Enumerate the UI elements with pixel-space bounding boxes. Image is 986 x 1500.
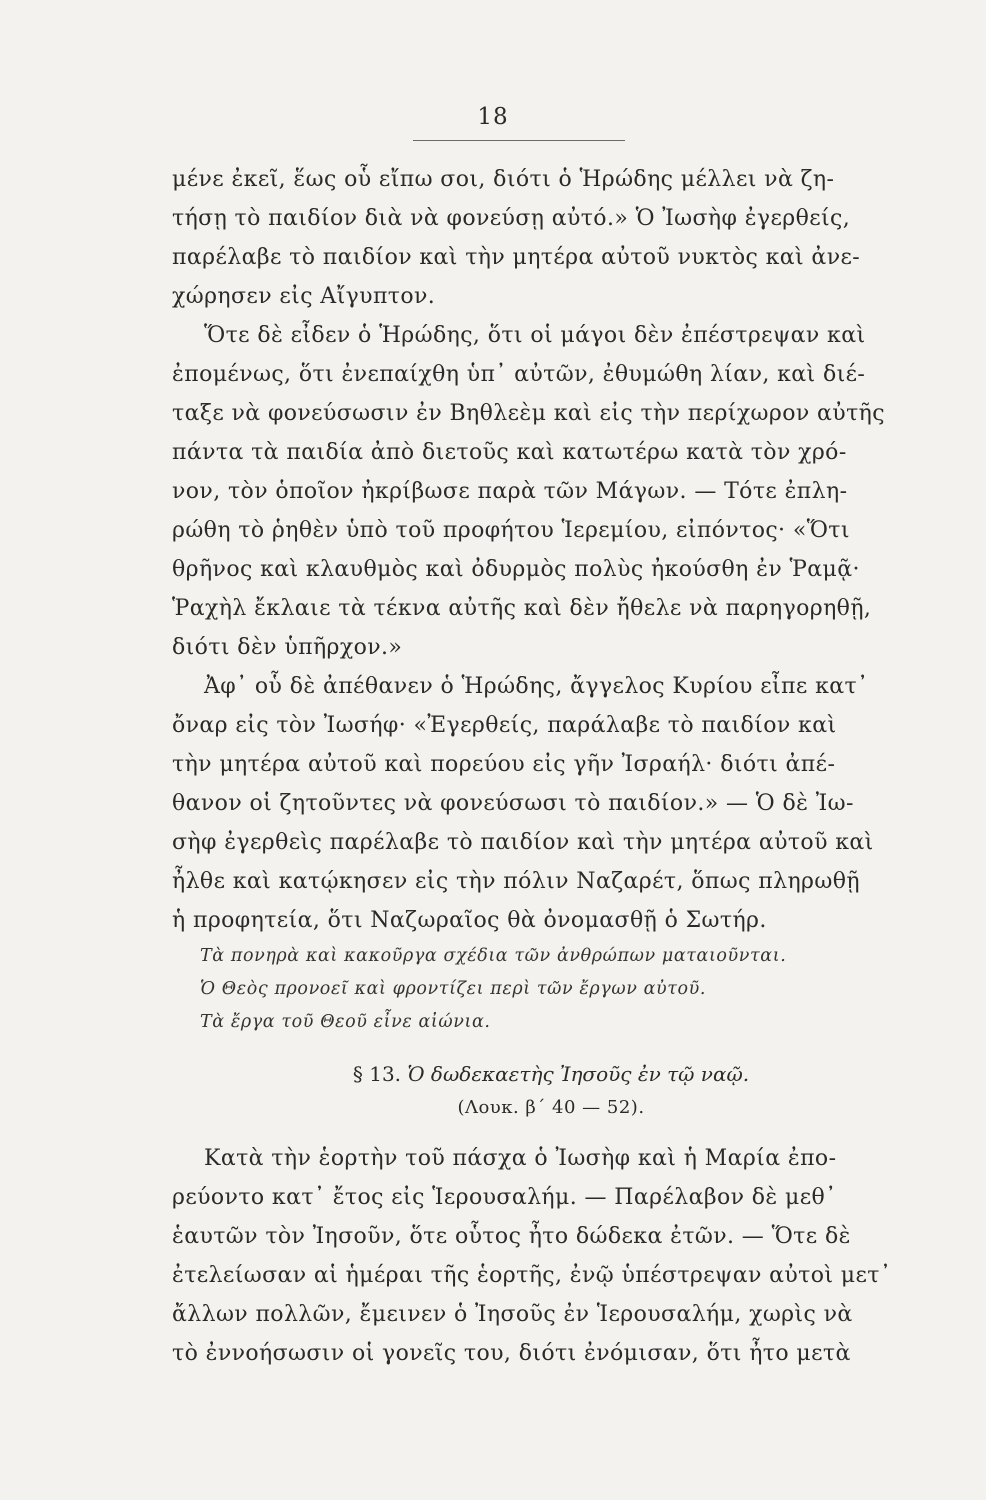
- text-line: ρεύοντο κατ᾽ ἔτος εἰς Ἱερουσαλήμ. — Παρέλαβον δὲ μεθ᾽: [172, 1185, 837, 1210]
- verse-line: Ὁ Θεὸς προνοεῖ καὶ φροντίζει περὶ τῶν ἔργων αὐτοῦ.: [200, 979, 707, 999]
- text-line: ταξε νὰ φονεύσωσιν ἐν Βηθλεὲμ καὶ εἰς τὴν περίχωρον αὐτῆς: [172, 401, 885, 426]
- paragraph-1: [172, 160, 930, 316]
- section-reference: (Λουκ. β´ 40 — 52).: [457, 1097, 645, 1118]
- text-line: ἄλλων πολλῶν, ἔμεινεν ὁ Ἰησοῦς ἐν Ἱερουσαλήμ, χωρὶς νὰ: [172, 1302, 853, 1327]
- section-heading: [172, 1057, 930, 1091]
- text-line: ἡ προφητεία, ὅτι Ναζωραῖος θὰ ὀνομασθῇ ὁ Σωτήρ.: [172, 908, 767, 933]
- text-line: Ἀφ᾽ οὗ δὲ ἀπέθανεν ὁ Ἡρώδης, ἄγγελος Κυρίου εἶπε κατ᾽: [204, 674, 869, 699]
- moral-verses: [172, 940, 930, 1039]
- text-line: νον, τὸν ὁποῖον ἠκρίβωσε παρὰ τῶν Μάγων. — Τότε ἐπλη-: [172, 479, 848, 504]
- text-line: ὄναρ εἰς τὸν Ἰωσήφ· «Ἐγερθείς, παράλαβε τὸ παιδίον καὶ: [172, 713, 837, 738]
- verse-line: Τὰ ἔργα τοῦ Θεοῦ εἶνε αἰώνια.: [200, 1012, 491, 1032]
- text-line: τὸ ἐννοήσωσιν οἱ γονεῖς του, διότι ἐνόμισαν, ὅτι ἦτο μετὰ: [172, 1341, 851, 1366]
- section-number: § 13.: [352, 1062, 402, 1086]
- text-line: ἐπομένως, ὅτι ἐνεπαίχθη ὑπ᾽ αὐτῶν, ἐθυμώθη λίαν, καὶ διέ-: [172, 362, 866, 387]
- text-line: πάντα τὰ παιδία ἀπὸ διετοῦς καὶ κατωτέρω κατὰ τὸν χρό-: [172, 440, 847, 465]
- text-line: παρέλαβε τὸ παιδίον καὶ τὴν μητέρα αὐτοῦ νυκτὸς καὶ ἀνε-: [172, 245, 861, 270]
- text-line: Ὅτε δὲ εἶδεν ὁ Ἡρώδης, ὅτι οἱ μάγοι δὲν ἐπέστρεψαν καὶ: [204, 323, 866, 348]
- header-rule: [413, 140, 625, 141]
- text-line: τὴν μητέρα αὐτοῦ καὶ πορεύου εἰς γῆν Ἰσραήλ· διότι ἀπέ-: [172, 752, 836, 777]
- paragraph-4: [172, 1139, 930, 1373]
- paragraph-2: [172, 316, 930, 667]
- text-line: Ῥαχὴλ ἔκλαιε τὰ τέκνα αὐτῆς καὶ δὲν ἤθελε νὰ παρηγορηθῇ,: [172, 596, 872, 621]
- text-line: ρώθη τὸ ῥηθὲν ὑπὸ τοῦ προφήτου Ἱερεμίου, εἰπόντος· «Ὅτι: [172, 518, 850, 543]
- text-line: ἦλθε καὶ κατῴκησεν εἰς τὴν πόλιν Ναζαρέτ, ὅπως πληρωθῇ: [172, 869, 860, 894]
- text-line: ἑαυτῶν τὸν Ἰησοῦν, ὅτε οὗτος ἦτο δώδεκα ἐτῶν. — Ὅτε δὲ: [172, 1224, 851, 1249]
- text-line: θρῆνος καὶ κλαυθμὸς καὶ ὀδυρμὸς πολὺς ἠκούσθη ἐν Ῥαμᾷ·: [172, 557, 860, 582]
- text-line: σὴφ ἐγερθεὶς παρέλαβε τὸ παιδίον καὶ τὴν μητέρα αὐτοῦ καὶ: [172, 830, 874, 855]
- text-line: χώρησεν εἰς Αἴγυπτον.: [172, 284, 436, 309]
- text-line: Κατὰ τὴν ἑορτὴν τοῦ πάσχα ὁ Ἰωσὴφ καὶ ἡ Μαρία ἐπο-: [204, 1146, 837, 1171]
- page-body: [172, 160, 930, 1373]
- section-title: Ὁ δωδεκαετὴς Ἰησοῦς ἐν τῷ ναῷ.: [407, 1062, 750, 1086]
- verse-line: Τὰ πονηρὰ καὶ κακοῦργα σχέδια τῶν ἀνθρώπων ματαιοῦνται.: [200, 946, 787, 966]
- paragraph-3: [172, 667, 930, 940]
- page-number: 18: [477, 104, 509, 130]
- text-line: τήσῃ τὸ παιδίον διὰ νὰ φονεύσῃ αὐτό.» Ὁ Ἰωσὴφ ἐγερθείς,: [172, 206, 851, 231]
- text-line: ἐτελείωσαν αἱ ἡμέραι τῆς ἑορτῆς, ἐνῷ ὑπέστρεψαν αὐτοὶ μετ᾽: [172, 1263, 892, 1288]
- text-line: θανον οἱ ζητοῦντες νὰ φονεύσωσι τὸ παιδίον.» — Ὁ δὲ Ἰω-: [172, 791, 854, 816]
- text-line: διότι δὲν ὑπῆρχον.»: [172, 635, 403, 660]
- text-line: μένε ἐκεῖ, ἕως οὗ εἴπω σοι, διότι ὁ Ἡρώδης μέλλει νὰ ζη-: [172, 167, 835, 192]
